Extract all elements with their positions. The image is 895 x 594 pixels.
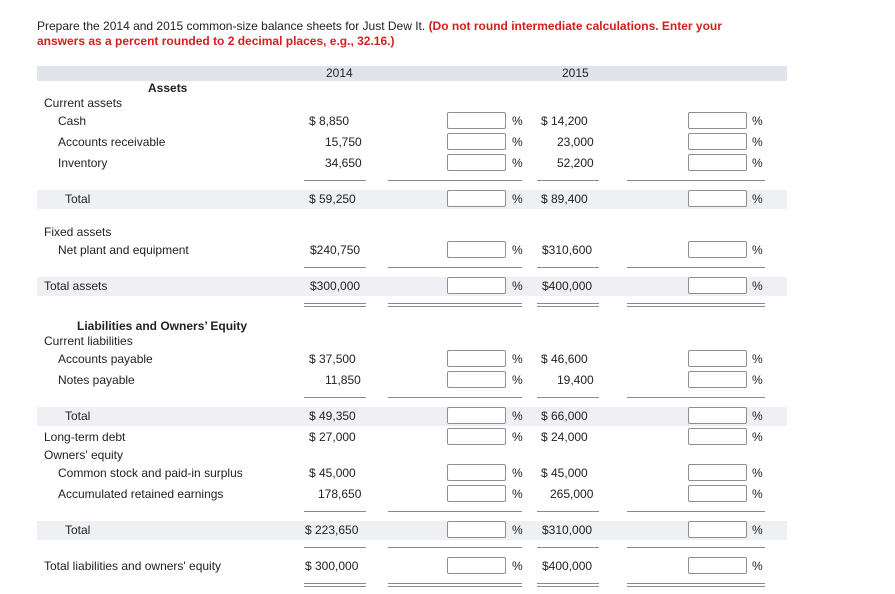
year-2014-header: 2014 [326,66,353,80]
total-current-assets-2014-value: $ 59,250 [309,192,356,206]
net-plant-label: Net plant and equipment [58,243,189,257]
cash-2015-value: $ 14,200 [541,114,588,128]
total-assets-2015-input[interactable] [688,277,747,294]
notes-payable-2015-value: 19,400 [557,373,594,387]
common-stock-label: Common stock and paid-in surplus [58,466,243,480]
cash-label: Cash [58,114,87,128]
instructions [37,19,737,49]
percent-sign: % [512,373,523,387]
shade-total-equity [37,521,787,540]
long-term-debt-2015-input[interactable] [688,428,747,445]
accounts-receivable-2014-input[interactable] [447,133,506,150]
cash-2014-input[interactable] [447,112,506,129]
percent-sign: % [752,243,763,257]
total-current-liabilities-2015-value: $ 66,000 [541,409,588,423]
notes-payable-label: Notes payable [58,373,135,387]
total-current-liabilities-2014-input[interactable] [447,407,506,424]
rule [388,547,522,548]
percent-sign: % [512,487,523,501]
double-rule [537,583,599,587]
rule [537,180,599,181]
total-current-liabilities-2015-input[interactable] [688,407,747,424]
percent-sign: % [752,114,763,128]
rule [304,267,366,268]
double-rule [304,303,366,307]
total-current-liabilities-label: Total [65,409,91,423]
accounts-payable-2015-value: $ 46,600 [541,352,588,366]
rule [304,397,366,398]
cash-2015-input[interactable] [688,112,747,129]
percent-sign: % [512,352,523,366]
long-term-debt-2014-value: $ 27,000 [309,430,356,444]
total-assets-label: Total assets [44,279,108,293]
cash-2014-value: $ 8,850 [309,114,350,128]
percent-sign: % [512,409,523,423]
accounts-payable-2014-input[interactable] [447,350,506,367]
instruction-text: Prepare the 2014 and 2015 common-size balance sheets for Just Dew It. [37,19,429,33]
net-plant-2015-value: $310,600 [542,243,593,257]
rule [537,397,599,398]
rule [537,511,599,512]
column-header-bar [37,66,787,81]
instruction-emphasis: (Do not round intermediate calculations. Enter your answers as a percent rounded to 2 decimal places, e.g., 32.16.) [37,19,722,48]
double-rule [304,583,366,587]
inventory-2015-input[interactable] [688,154,747,171]
percent-sign: % [752,373,763,387]
rule [388,180,522,181]
total-assets-2014-input[interactable] [447,277,506,294]
total-equity-2014-value: $ 223,650 [305,523,359,537]
liabilities-equity-title: Liabilities and Owners’ Equity [77,319,248,333]
accounts-payable-2015-input[interactable] [688,350,747,367]
rule [304,547,366,548]
percent-sign: % [752,559,763,573]
double-rule [537,303,599,307]
retained-earnings-2014-value: 178,650 [318,487,362,501]
percent-sign: % [752,430,763,444]
rule [627,547,765,548]
shade-total-assets [37,277,787,296]
total-assets-2015-value: $400,000 [542,279,593,293]
percent-sign: % [512,559,523,573]
total-equity-label: Total [65,523,91,537]
percent-sign: % [512,243,523,257]
percent-sign: % [512,114,523,128]
percent-sign: % [752,409,763,423]
common-stock-2014-input[interactable] [447,464,506,481]
year-2015-header: 2015 [562,66,589,80]
double-rule [388,303,522,307]
rule [537,547,599,548]
rule [627,511,765,512]
rule [627,180,765,181]
current-liabilities-heading: Current liabilities [44,334,133,348]
percent-sign: % [512,135,523,149]
notes-payable-2015-input[interactable] [688,371,747,388]
current-assets-heading: Current assets [44,96,123,110]
long-term-debt-2014-input[interactable] [447,428,506,445]
rule [627,267,765,268]
total-liabilities-equity-2014-value: $ 300,000 [305,559,359,573]
percent-sign: % [752,487,763,501]
common-stock-2014-value: $ 45,000 [309,466,356,480]
percent-sign: % [512,279,523,293]
total-equity-2014-input[interactable] [447,521,506,538]
percent-sign: % [512,156,523,170]
accounts-receivable-2014-value: 15,750 [325,135,362,149]
percent-sign: % [752,466,763,480]
total-assets-2014-value: $300,000 [310,279,361,293]
retained-earnings-2015-value: 265,000 [550,487,594,501]
percent-sign: % [512,523,523,537]
percent-sign: % [752,279,763,293]
total-current-liabilities-2014-value: $ 49,350 [309,409,356,423]
rule [388,267,522,268]
total-current-assets-2015-value: $ 89,400 [541,192,588,206]
percent-sign: % [752,135,763,149]
total-current-assets-2014-input[interactable] [447,190,506,207]
net-plant-2014-value: $240,750 [310,243,361,257]
double-rule [388,583,522,587]
inventory-2014-value: 34,650 [325,156,362,170]
total-equity-2015-value: $310,000 [542,523,593,537]
percent-sign: % [512,430,523,444]
shade-total-current-assets [37,190,787,209]
accounts-receivable-2015-input[interactable] [688,133,747,150]
net-plant-2015-input[interactable] [688,241,747,258]
notes-payable-2014-input[interactable] [447,371,506,388]
accounts-receivable-2015-value: 23,000 [557,135,594,149]
inventory-2015-value: 52,200 [557,156,594,170]
owners-equity-heading: Owners' equity [44,448,123,462]
total-liabilities-equity-2015-value: $400,000 [542,559,593,573]
rule [627,397,765,398]
percent-sign: % [512,192,523,206]
total-liabilities-equity-label: Total liabilities and owners' equity [44,559,222,573]
rule [304,180,366,181]
long-term-debt-label: Long-term debt [44,430,126,444]
rule [537,267,599,268]
percent-sign: % [752,352,763,366]
double-rule [627,303,765,307]
total-equity-2015-input[interactable] [688,521,747,538]
notes-payable-2014-value: 11,850 [325,373,361,387]
accounts-payable-label: Accounts payable [58,352,153,366]
retained-earnings-label: Accumulated retained earnings [58,487,224,501]
percent-sign: % [512,466,523,480]
fixed-assets-heading: Fixed assets [44,225,112,239]
accounts-receivable-label: Accounts receivable [58,135,166,149]
rule [304,511,366,512]
common-stock-2015-input[interactable] [688,464,747,481]
shade-total-current-liab [37,407,787,426]
retained-earnings-2015-input[interactable] [688,485,747,502]
total-current-assets-label: Total [65,192,91,206]
percent-sign: % [752,192,763,206]
total-current-assets-2015-input[interactable] [688,190,747,207]
net-plant-2014-input[interactable] [447,241,506,258]
percent-sign: % [752,523,763,537]
inventory-label: Inventory [58,156,108,170]
inventory-2014-input[interactable] [447,154,506,171]
assets-title: Assets [148,81,188,95]
common-stock-2015-value: $ 45,000 [541,466,588,480]
retained-earnings-2014-input[interactable] [447,485,506,502]
rule [388,511,522,512]
double-rule [627,583,765,587]
percent-sign: % [752,156,763,170]
total-liabilities-equity-2015-input[interactable] [688,557,747,574]
total-liabilities-equity-2014-input[interactable] [447,557,506,574]
long-term-debt-2015-value: $ 24,000 [541,430,588,444]
rule [388,397,522,398]
accounts-payable-2014-value: $ 37,500 [309,352,356,366]
